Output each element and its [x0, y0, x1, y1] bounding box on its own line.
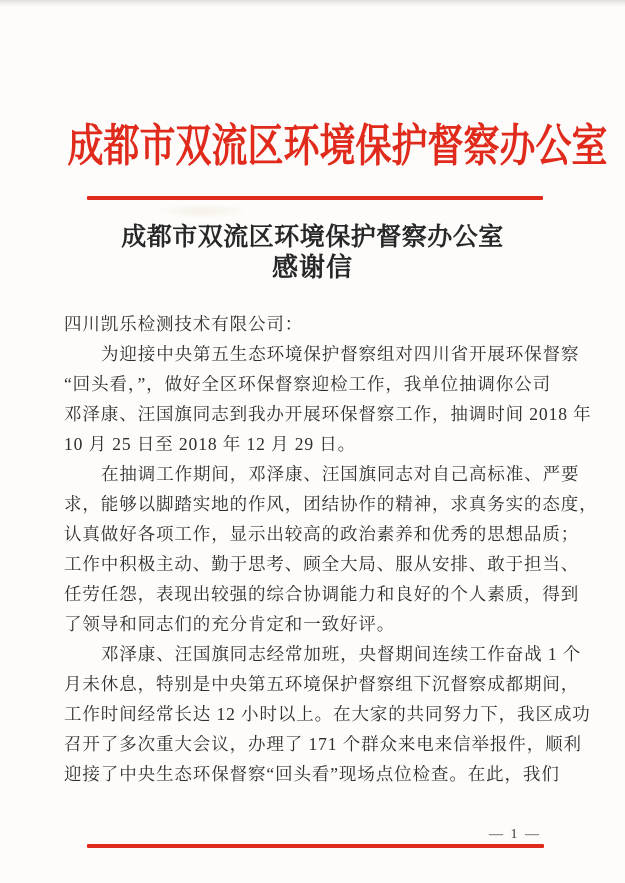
- body-line: 邓泽康、汪国旗同志经常加班，央督期间连续工作奋战 1 个: [101, 644, 582, 664]
- letterhead-org-name: 成都市双流区环境保护督察办公室: [67, 120, 608, 171]
- body-line: 认真做好各项工作，显示出较高的政治素养和优秀的思想品质；: [64, 524, 580, 544]
- body-line: 工作时间经常长达 12 小时以上。在大家的共同努力下，我区成功: [64, 704, 591, 724]
- page-number: — 1 —: [489, 827, 541, 842]
- footer-divider: [87, 844, 544, 848]
- scan-edge-artifact: [0, 0, 625, 7]
- scan-smudge-artifact: [155, 203, 250, 219]
- letter-body: [64, 309, 598, 789]
- letterhead-divider: [87, 196, 543, 200]
- letterhead: [0, 120, 625, 172]
- body-line: 了领导和同志们的充分肯定和一致好评。: [64, 614, 396, 634]
- body-line: 月未休息，特别是中央第五环境保护督察组下沉督察成都期间，: [64, 674, 580, 694]
- body-line: “回头看，”，做好全区环保督察迎检工作，我单位抽调你公司: [64, 374, 551, 394]
- body-line: 为迎接中央第五生态环境保护督察组对四川省开展环保督察: [101, 344, 580, 364]
- document-title-block: [0, 223, 625, 282]
- body-line: 任劳任怨，表现出较强的综合协调能力和良好的个人素质，得到: [64, 584, 580, 604]
- document-title-org: 成都市双流区环境保护督察办公室: [121, 223, 504, 251]
- body-line: 10 月 25 日至 2018 年 12 月 29 日。: [64, 434, 357, 454]
- salutation: 四川凯乐检测技术有限公司：: [64, 314, 304, 334]
- body-line: 求，能够以脚踏实地的作风，团结协作的精神，求真务实的态度，: [64, 494, 598, 514]
- body-line: 迎接了中央生态环保督察“回头看”现场点位检查。在此，我们: [64, 764, 560, 784]
- body-line: 在抽调工作期间，邓泽康、汪国旗同志对自己高标准、严要: [101, 464, 580, 484]
- body-line: 邓泽康、汪国旗同志到我办开展环保督察工作，抽调时间 2018 年: [64, 404, 592, 424]
- document-title-type: 感谢信: [271, 252, 353, 282]
- body-line: 召开了多次重大会议，办理了 171 个群众来电来信举报件，顺利: [64, 734, 582, 754]
- body-line: 工作中积极主动、勤于思考、顾全大局、服从安排、敢于担当、: [64, 554, 580, 574]
